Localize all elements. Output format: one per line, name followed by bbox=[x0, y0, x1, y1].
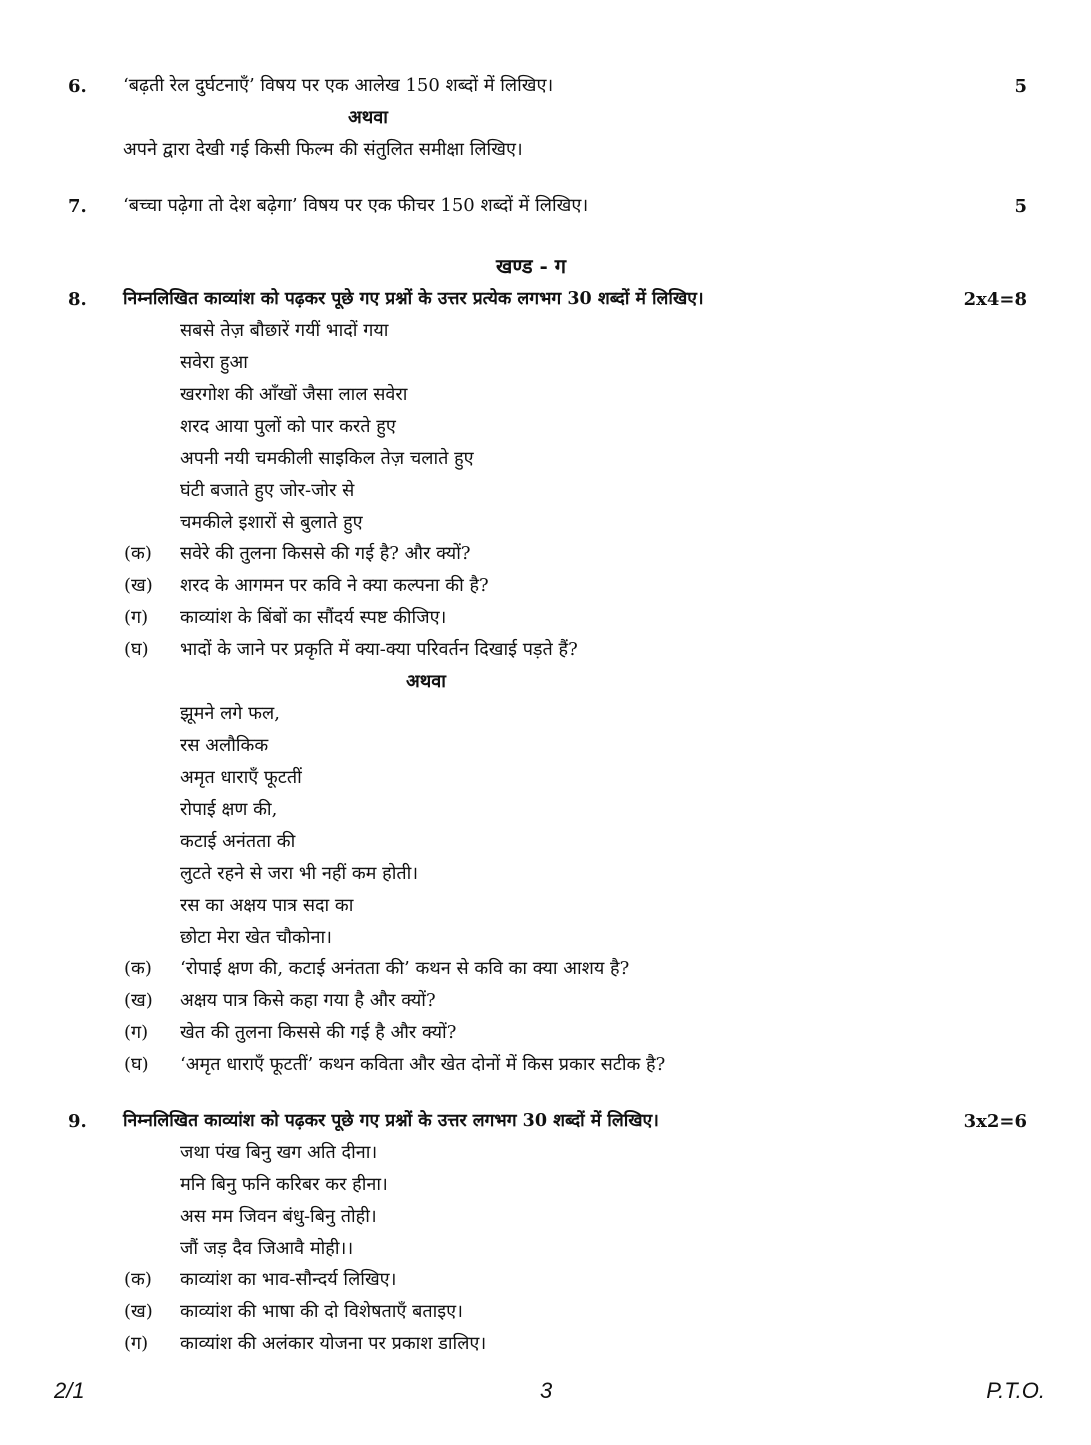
sub-question-text: ‘अमृत धाराएँ फूटतीं’ कथन कविता और खेत दोनों में किस प्रकार सटीक है? bbox=[180, 1054, 666, 1075]
sub-question-text: शरद के आगमन पर कवि ने क्या कल्पना की है? bbox=[180, 575, 489, 596]
sub-question-label: (ख) bbox=[124, 990, 153, 1011]
poem-line: छोटा मेरा खेत चौकोना। bbox=[180, 927, 333, 948]
sub-question-label: (ख) bbox=[124, 1301, 153, 1322]
poem-line: शरद आया पुलों को पार करते हुए bbox=[180, 416, 396, 437]
question-6-marks: 5 bbox=[1014, 76, 1027, 97]
poem-line: रस का अक्षय पात्र सदा का bbox=[180, 895, 354, 916]
poem-line: कटाई अनंतता की bbox=[180, 831, 296, 852]
sub-question-text: भादों के जाने पर प्रकृति में क्या-क्या परिवर्तन दिखाई पड़ते हैं? bbox=[180, 639, 578, 660]
sub-question-text: काव्यांश का भाव-सौन्दर्य लिखिए। bbox=[180, 1269, 397, 1290]
sub-question-label: (ख) bbox=[124, 575, 153, 596]
poem-line: चमकीले इशारों से बुलाते हुए bbox=[180, 512, 363, 533]
poem-line: लुटते रहने से जरा भी नहीं कम होती। bbox=[180, 863, 419, 884]
poem-line: घंटी बजाते हुए जोर-जोर से bbox=[180, 480, 355, 501]
question-8-marks: 2x4=8 bbox=[963, 289, 1027, 310]
section-title: खण्ड - ग bbox=[496, 254, 567, 278]
poem-line: रस अलौकिक bbox=[180, 735, 269, 756]
question-6-text: ‘बढ़ती रेल दुर्घटनाएँ’ विषय पर एक आलेख 150 शब्दों में लिखिए। bbox=[123, 75, 554, 96]
please-turn-over: P.T.O. bbox=[986, 1378, 1045, 1403]
question-9-text: निम्नलिखित काव्यांश को पढ़कर पूछे गए प्रश्नों के उत्तर लगभग 30 शब्दों में लिखिए। bbox=[123, 1111, 659, 1131]
sub-question-label: (ग) bbox=[124, 607, 149, 628]
question-number-8: 8. bbox=[68, 289, 87, 310]
page-number: 3 bbox=[540, 1378, 553, 1403]
sub-question-label: (घ) bbox=[124, 639, 149, 660]
poem-line: जौं जड़ दैव जिआवै मोही।। bbox=[180, 1238, 354, 1259]
question-number-9: 9. bbox=[68, 1111, 87, 1132]
poem-line: सवेरा हुआ bbox=[180, 352, 248, 373]
poem-line: अपनी नयी चमकीली साइकिल तेज़ चलाते हुए bbox=[180, 448, 474, 469]
poem-line: मनि बिनु फनि करिबर कर हीना। bbox=[180, 1174, 388, 1195]
sub-question-text: काव्यांश की भाषा की दो विशेषताएँ बताइए। bbox=[180, 1301, 463, 1322]
sub-question-text: सवेरे की तुलना किससे की गई है? और क्यों? bbox=[180, 543, 471, 564]
sub-question-text: ‘रोपाई क्षण की, कटाई अनंतता की’ कथन से कवि का क्या आशय है? bbox=[180, 958, 630, 979]
sub-question-text: काव्यांश की अलंकार योजना पर प्रकाश डालिए। bbox=[180, 1333, 487, 1354]
poem-line: अस मम जिवन बंधु-बिनु तोही। bbox=[180, 1206, 377, 1227]
poem-line: खरगोश की आँखों जैसा लाल सवेरा bbox=[180, 384, 408, 405]
sub-question-label: (ग) bbox=[124, 1022, 149, 1043]
sub-question-text: खेत की तुलना किससे की गई है और क्यों? bbox=[180, 1022, 457, 1043]
sub-question-label: (ग) bbox=[124, 1333, 149, 1354]
poem-line: झूमने लगे फल, bbox=[180, 703, 280, 724]
poem-line: अमृत धाराएँ फूटतीं bbox=[180, 767, 302, 788]
sub-question-text: काव्यांश के बिंबों का सौंदर्य स्पष्ट कीजिए। bbox=[180, 607, 447, 628]
poem-line: रोपाई क्षण की, bbox=[180, 799, 278, 820]
sub-question-text: अक्षय पात्र किसे कहा गया है और क्यों? bbox=[180, 990, 436, 1011]
sub-question-label: (घ) bbox=[124, 1054, 149, 1075]
question-7-marks: 5 bbox=[1014, 196, 1027, 217]
question-9-marks: 3x2=6 bbox=[963, 1111, 1027, 1132]
question-8-or: अथवा bbox=[406, 671, 446, 692]
question-8-text: निम्नलिखित काव्यांश को पढ़कर पूछे गए प्रश्नों के उत्तर प्रत्येक लगभग 30 शब्दों में लिखिए। bbox=[123, 289, 704, 309]
poem-line: जथा पंख बिनु खग अति दीना। bbox=[180, 1142, 378, 1163]
sub-question-label: (क) bbox=[124, 543, 152, 564]
sub-question-label: (क) bbox=[124, 958, 152, 979]
sub-question-label: (क) bbox=[124, 1269, 152, 1290]
question-6-or: अथवा bbox=[348, 107, 388, 128]
question-7-text: ‘बच्चा पढ़ेगा तो देश बढ़ेगा’ विषय पर एक फीचर 150 शब्दों में लिखिए। bbox=[123, 195, 589, 216]
poem-line: सबसे तेज़ बौछारें गयीं भादों गया bbox=[180, 320, 389, 341]
question-6-alternative: अपने द्वारा देखी गई किसी फिल्म की संतुलित समीक्षा लिखिए। bbox=[123, 139, 523, 160]
question-number-7: 7. bbox=[68, 196, 87, 217]
question-number-6: 6. bbox=[68, 76, 87, 97]
paper-code: 2/1 bbox=[54, 1378, 85, 1403]
